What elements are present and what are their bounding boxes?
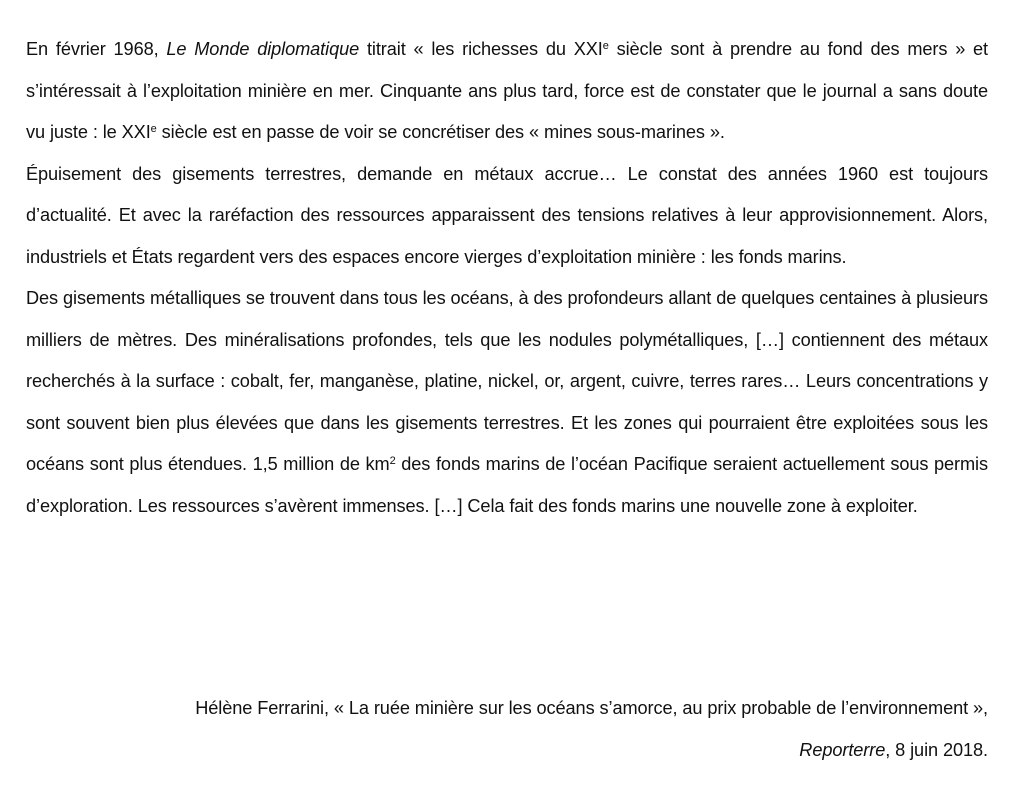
paragraph-1 [26, 29, 988, 154]
paragraph-1-text-c: siècle sont à prendre au fond des mers » et s’intéressait à l’exploitation minière en mer. Cinquante ans plus tard, force est de constater que le journal a sans doute vu juste : le XXI [26, 39, 989, 142]
paragraph-3-text-b: des fonds marins de l’océan Pacifique seraient actuellement sous permis d’exploration. Les ressources s’avèrent immenses. […] Cela fait des fonds marins une nouvelle zone à exploiter. [26, 454, 988, 516]
source-publication: Reporterre [799, 739, 886, 760]
paragraph-3 [26, 278, 988, 527]
superscript-e-1: e [602, 40, 609, 52]
paragraph-1-text-b: titrait « les richesses du XXI [359, 39, 603, 59]
source-date: , 8 juin 2018. [885, 739, 988, 760]
paragraph-1-text-d: siècle est en passe de voir se concrétiser des « mines sous-marines ». [156, 122, 725, 142]
source-publication-line [68, 730, 988, 772]
article-body [26, 29, 988, 527]
paragraph-3-text-a: Des gisements métalliques se trouvent dans tous les océans, à des profondeurs allant de quelques centaines à plusieurs milliers de mètres. Des minéralisations profondes, tels que les nodules polymétalliques, […] contiennent des métaux recherchés à la surface : cobalt, fer, manganèse, platine, nickel, or, argent, cuivre, terres rares… Leurs concentrations y sont souvent bien plus élevées que dans les gisements terrestres. Et les zones qui pourraient être exploitées sous les océans sont plus étendues. 1,5 million de km [26, 288, 988, 474]
paragraph-2: Épuisement des gisements terrestres, demande en métaux accrue… Le constat des années 1960 est toujours d’actualité. Et avec la raréfaction des ressources apparaissent des tensions relatives à leur approvisionnement. Alors, industriels et États regardent vers des espaces encore vierges d’exploitation minière : les fonds marins. [26, 163, 988, 267]
source-citation [68, 688, 988, 771]
paragraph-1-text-a: En février 1968, [26, 39, 167, 59]
superscript-2: 2 [389, 455, 396, 467]
superscript-e-2: e [150, 123, 157, 135]
newspaper-title: Le Monde diplomatique [166, 39, 360, 59]
source-author-title: Hélène Ferrarini, « La ruée minière sur les océans s’amorce, au prix probable de l’environnement », [195, 698, 988, 718]
